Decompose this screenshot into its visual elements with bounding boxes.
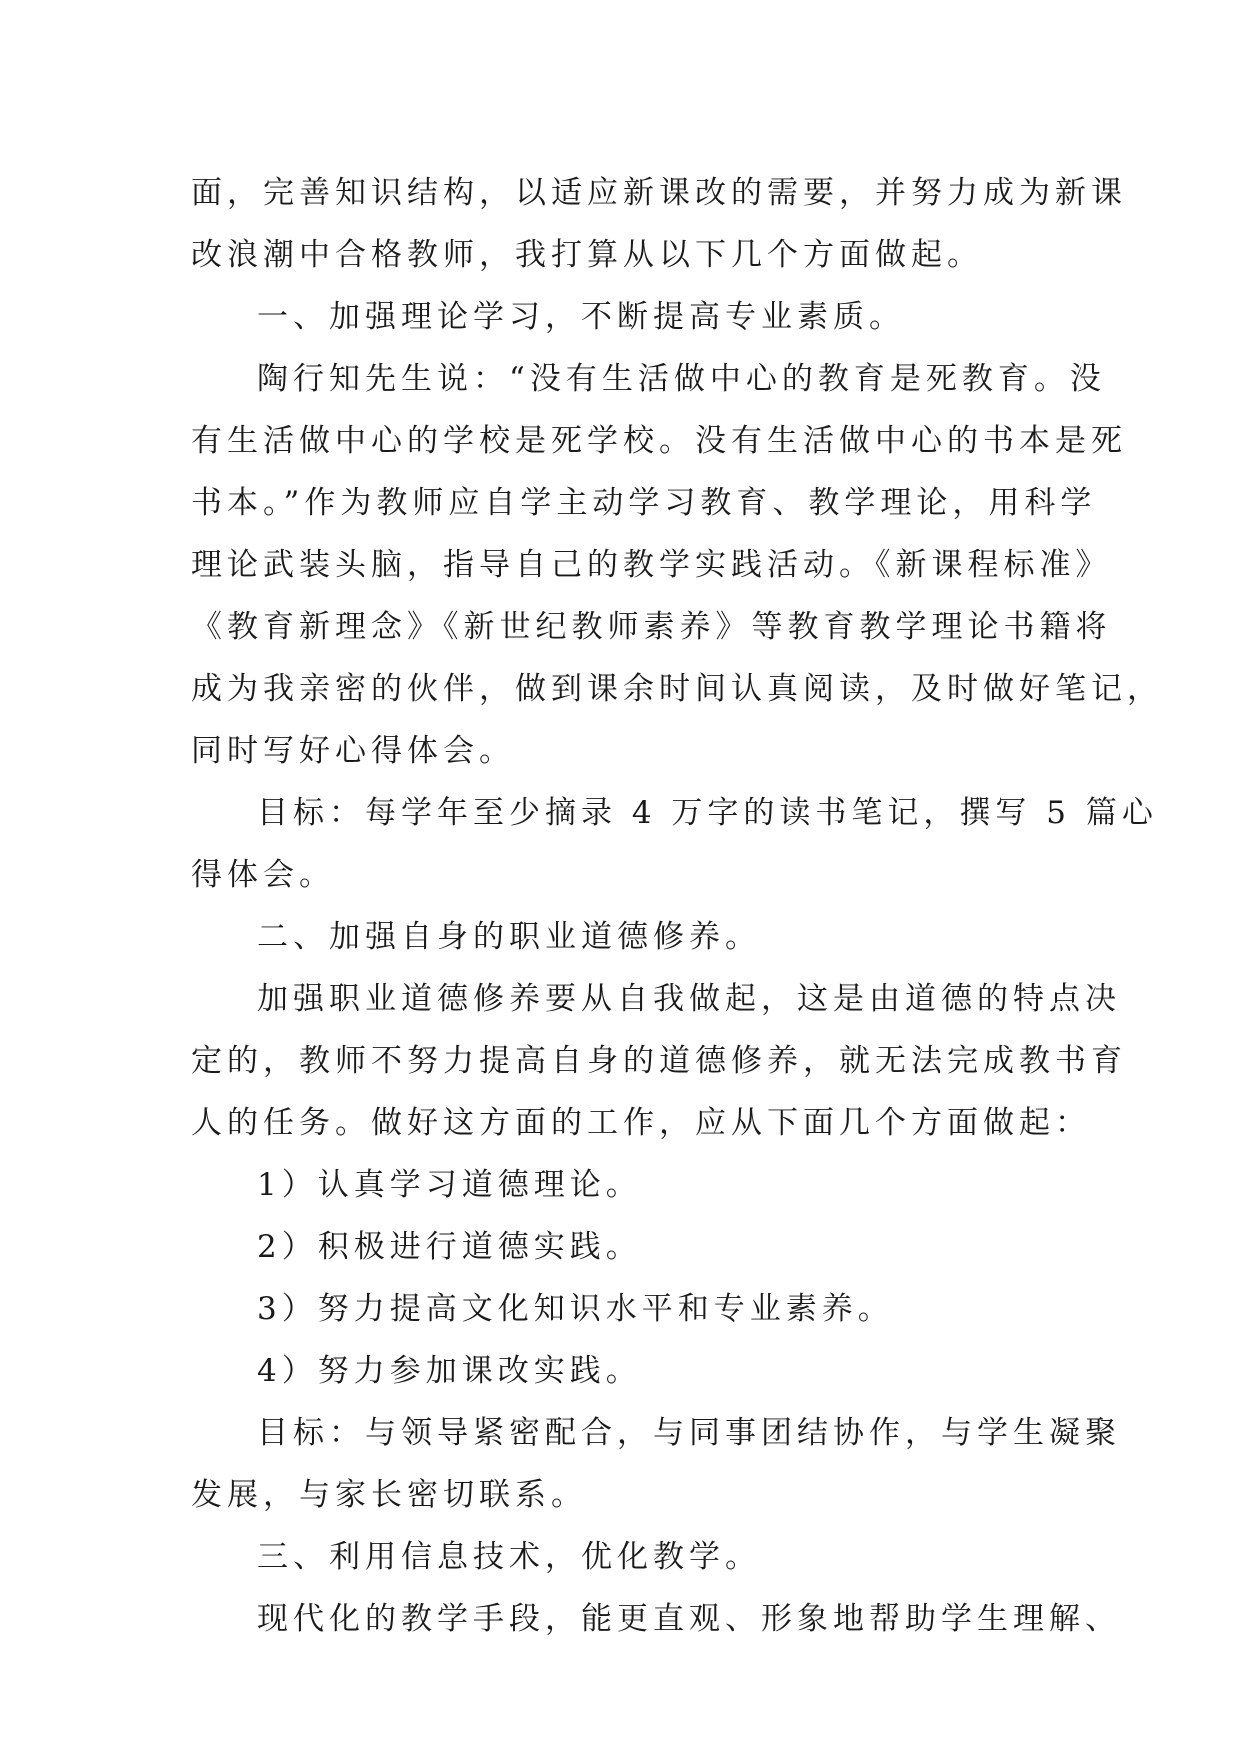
text-line: 目标：与领导紧密配合，与同事团结协作，与学生凝聚 [257,1415,1121,1451]
text-line: 《教育新理念》《新世纪教师素养》等教育教学理论书籍将 [191,609,1112,645]
text-line: 改浪潮中合格教师，我打算从以下几个方面做起。 [191,237,983,273]
text-line: 加强职业道德修养要从自我做起，这是由道德的特点决 [257,981,1121,1017]
text-line: 面，完善知识结构，以适应新课改的需要，并努力成为新课 [191,175,1127,211]
list-item: 3）努力提高文化知识水平和专业素养。 [257,1291,894,1327]
section-heading: 三、利用信息技术，优化教学。 [257,1539,761,1575]
text-line: 得体会。 [191,857,335,893]
text-line: 陶行知先生说：“没有生活做中心的教育是死教育。没 [257,361,1106,397]
text-line: 现代化的教学手段，能更直观、形象地帮助学生理解、 [257,1601,1121,1637]
section-heading: 一、加强理论学习，不断提高专业素质。 [257,299,905,335]
text-line: 目标：每学年至少摘录 4 万字的读书笔记，撰写 5 篇心 [257,795,1158,831]
text-line: 书本。”作为教师应自学主动学习教育、教学理论，用科学 [191,485,1097,521]
text-line: 理论武装头脑，指导自己的教学实践活动。《新课程标准》 [191,547,1112,583]
text-line: 发展，与家长密切联系。 [191,1477,587,1513]
text-line: 成为我亲密的伙伴，做到课余时间认真阅读，及时做好笔记， [191,671,1163,707]
text-line: 人的任务。做好这方面的工作，应从下面几个方面做起： [191,1105,1091,1141]
text-line: 定的，教师不努力提高自身的道德修养，就无法完成教书育 [191,1043,1127,1079]
document-body [191,162,1163,1650]
text-line: 有生活做中心的学校是死学校。没有生活做中心的书本是死 [191,423,1127,459]
list-item: 4）努力参加课改实践。 [257,1353,642,1389]
section-heading: 二、加强自身的职业道德修养。 [257,919,761,955]
list-item: 1）认真学习道德理论。 [257,1167,642,1203]
list-item: 2）积极进行道德实践。 [257,1229,642,1265]
text-line: 同时写好心得体会。 [191,733,515,769]
